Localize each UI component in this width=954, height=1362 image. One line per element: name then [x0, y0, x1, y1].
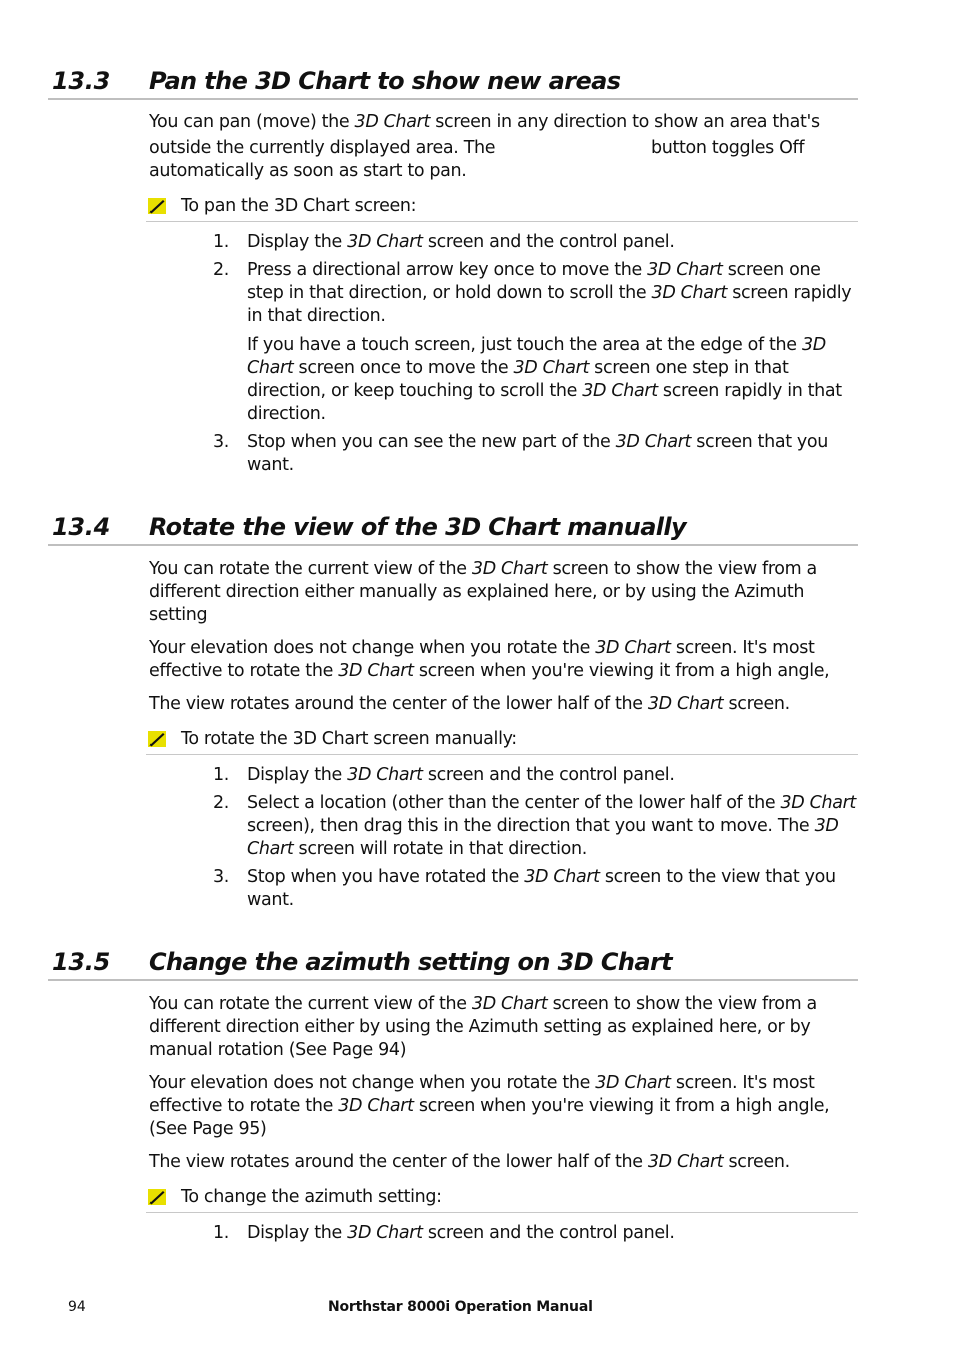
pencil-icon: [148, 1189, 166, 1205]
procedure-heading: [146, 727, 858, 755]
procedure-label: To rotate the 3D Chart screen manually:: [181, 729, 517, 749]
paragraph: You can pan (move) the 3D Chart screen in any direction to show an area that's outside the currently displayed area. The button toggles Off automatically as soon as start to pan.: [149, 112, 820, 181]
section-title: Pan the 3D Chart to show new areas: [149, 67, 621, 95]
page-number: 94: [68, 1299, 86, 1315]
section-title: Rotate the view of the 3D Chart manually: [149, 513, 687, 541]
paragraph: You can rotate the current view of the 3D Chart screen to show the view from a different direction either by using the Azimuth setting as explained here, or by manual rotation (See Page 94): [149, 994, 817, 1060]
heading-13-3: [48, 56, 858, 100]
procedure-label: To change the azimuth setting:: [181, 1187, 442, 1207]
heading-13-5: [48, 937, 858, 981]
paragraph: The view rotates around the center of the lower half of the 3D Chart screen.: [149, 694, 790, 714]
section-title: Change the azimuth setting on 3D Chart: [149, 948, 673, 976]
heading-13-4: [48, 502, 858, 546]
paragraph: You can rotate the current view of the 3D Chart screen to show the view from a different direction either manually as explained here, or by using the Azimuth setting: [149, 559, 817, 625]
paragraph: Your elevation does not change when you rotate the 3D Chart screen. It's most effective to rotate the 3D Chart screen when you're viewing it from a high angle, (See Page 95): [149, 1073, 830, 1139]
section-number: 13.5: [52, 948, 111, 976]
footer-title: Northstar 8000i Operation Manual: [328, 1299, 593, 1315]
pencil-icon: [148, 731, 166, 747]
procedure-label: To pan the 3D Chart screen:: [181, 196, 417, 216]
paragraph: The view rotates around the center of the lower half of the 3D Chart screen.: [149, 1152, 790, 1172]
section-number: 13.3: [52, 67, 111, 95]
section-number: 13.4: [52, 513, 111, 541]
pencil-icon: [148, 198, 166, 214]
procedure-heading: [146, 1185, 858, 1213]
paragraph: Your elevation does not change when you rotate the 3D Chart screen. It's most effective to rotate the 3D Chart screen when you're viewing it from a high angle,: [149, 638, 830, 681]
procedure-heading: [146, 194, 858, 222]
